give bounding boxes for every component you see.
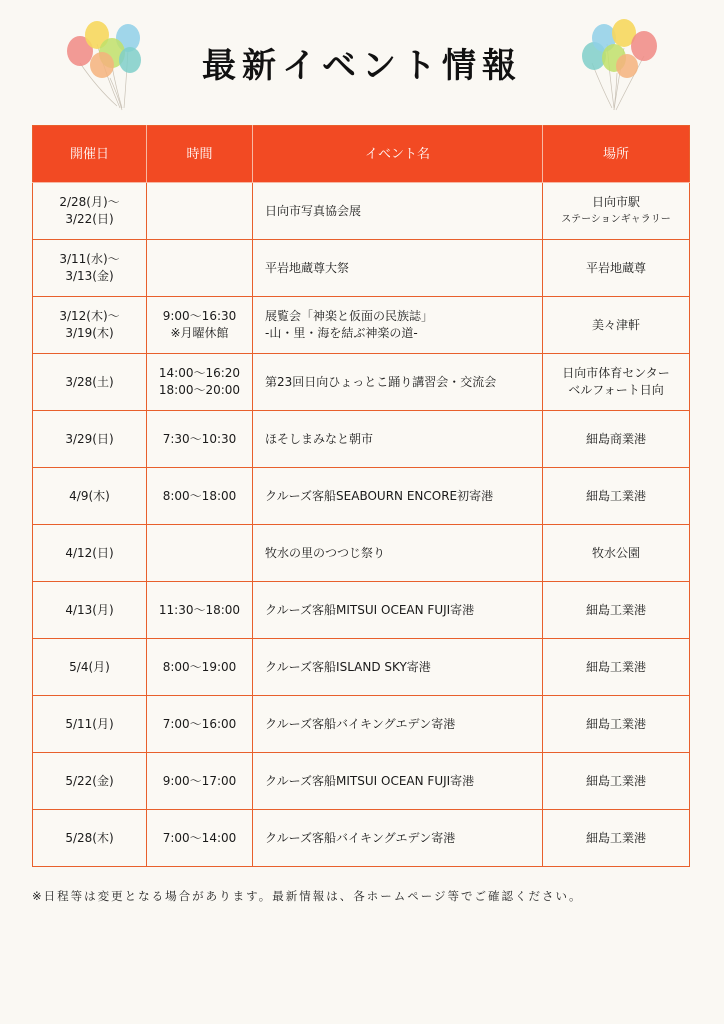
cell-time: 7:30～10:30 <box>147 411 253 468</box>
place-sub: ステーションギャラリー <box>561 214 671 225</box>
cell-time <box>147 525 253 582</box>
table-row <box>33 354 690 411</box>
cell-time <box>147 183 253 240</box>
cell-time: 9:00～16:30 ※月曜休館 <box>147 297 253 354</box>
cell-date: 5/4(月) <box>33 639 147 696</box>
table-row <box>33 696 690 753</box>
header-time: 時間 <box>147 126 253 183</box>
cell-date: 5/22(金) <box>33 753 147 810</box>
cell-date: 5/11(月) <box>33 696 147 753</box>
cell-place: 細島工業港 <box>543 639 690 696</box>
cell-time: 14:00～16:20 18:00～20:00 <box>147 354 253 411</box>
table-row <box>33 525 690 582</box>
cell-place: 牧水公園 <box>543 525 690 582</box>
cell-time: 7:00～16:00 <box>147 696 253 753</box>
cell-date: 2/28(月)～ 3/22(日) <box>33 183 147 240</box>
cell-event-name: 展覧会「神楽と仮面の民族誌」 -山・里・海を結ぶ神楽の道- <box>253 297 543 354</box>
events-table <box>32 125 690 867</box>
cell-event-name: クルーズ客船バイキングエデン寄港 <box>253 696 543 753</box>
cell-time: 8:00～19:00 <box>147 639 253 696</box>
cell-date: 4/13(月) <box>33 582 147 639</box>
cell-place: 細島工業港 <box>543 810 690 867</box>
table-row <box>33 639 690 696</box>
cell-event-name: 第23回日向ひょっとこ踊り講習会・交流会 <box>253 354 543 411</box>
table-row <box>33 810 690 867</box>
cell-event-name: 牧水の里のつつじ祭り <box>253 525 543 582</box>
cell-place: 細島工業港 <box>543 753 690 810</box>
cell-place: 細島工業港 <box>543 582 690 639</box>
place-main: 日向市駅 <box>591 195 640 209</box>
cell-time: 11:30～18:00 <box>147 582 253 639</box>
cell-event-name: クルーズ客船MITSUI OCEAN FUJI寄港 <box>253 582 543 639</box>
table-row <box>33 297 690 354</box>
table-row <box>33 582 690 639</box>
cell-event-name: ほそしまみなと朝市 <box>253 411 543 468</box>
cell-place: 日向市体育センター ベルフォート日向 <box>543 354 690 411</box>
table-row <box>33 240 690 297</box>
table-row <box>33 753 690 810</box>
table-header-row <box>33 126 690 183</box>
page-title: 最新イベント情報 <box>202 46 522 86</box>
cell-time: 9:00～17:00 <box>147 753 253 810</box>
header-date: 開催日 <box>33 126 147 183</box>
cell-place: 細島工業港 <box>543 696 690 753</box>
cell-event-name: クルーズ客船MITSUI OCEAN FUJI寄港 <box>253 753 543 810</box>
disclaimer-note: ※日程等は変更となる場合があります。最新情報は、各ホームページ等でご確認ください。 <box>32 889 583 903</box>
cell-date: 3/12(木)～ 3/19(木) <box>33 297 147 354</box>
table-row <box>33 183 690 240</box>
cell-date: 4/12(日) <box>33 525 147 582</box>
cell-time: 8:00～18:00 <box>147 468 253 525</box>
cell-place: 美々津軒 <box>543 297 690 354</box>
cell-date: 5/28(木) <box>33 810 147 867</box>
cell-event-name: クルーズ客船SEABOURN ENCORE初寄港 <box>253 468 543 525</box>
cell-date: 3/11(水)～ 3/13(金) <box>33 240 147 297</box>
cell-event-name: クルーズ客船バイキングエデン寄港 <box>253 810 543 867</box>
cell-time <box>147 240 253 297</box>
header-place: 場所 <box>543 126 690 183</box>
cell-event-name: 平岩地蔵尊大祭 <box>253 240 543 297</box>
cell-date: 3/29(日) <box>33 411 147 468</box>
header-event-name: イベント名 <box>253 126 543 183</box>
cell-event-name: 日向市写真協会展 <box>253 183 543 240</box>
cell-event-name: クルーズ客船ISLAND SKY寄港 <box>253 639 543 696</box>
cell-date: 3/28(土) <box>33 354 147 411</box>
cell-place: 平岩地蔵尊 <box>543 240 690 297</box>
table-row <box>33 411 690 468</box>
table-row <box>33 468 690 525</box>
cell-time: 7:00～14:00 <box>147 810 253 867</box>
cell-place: 細島商業港 <box>543 411 690 468</box>
cell-date: 4/9(木) <box>33 468 147 525</box>
cell-place <box>543 183 690 240</box>
cell-place: 細島工業港 <box>543 468 690 525</box>
